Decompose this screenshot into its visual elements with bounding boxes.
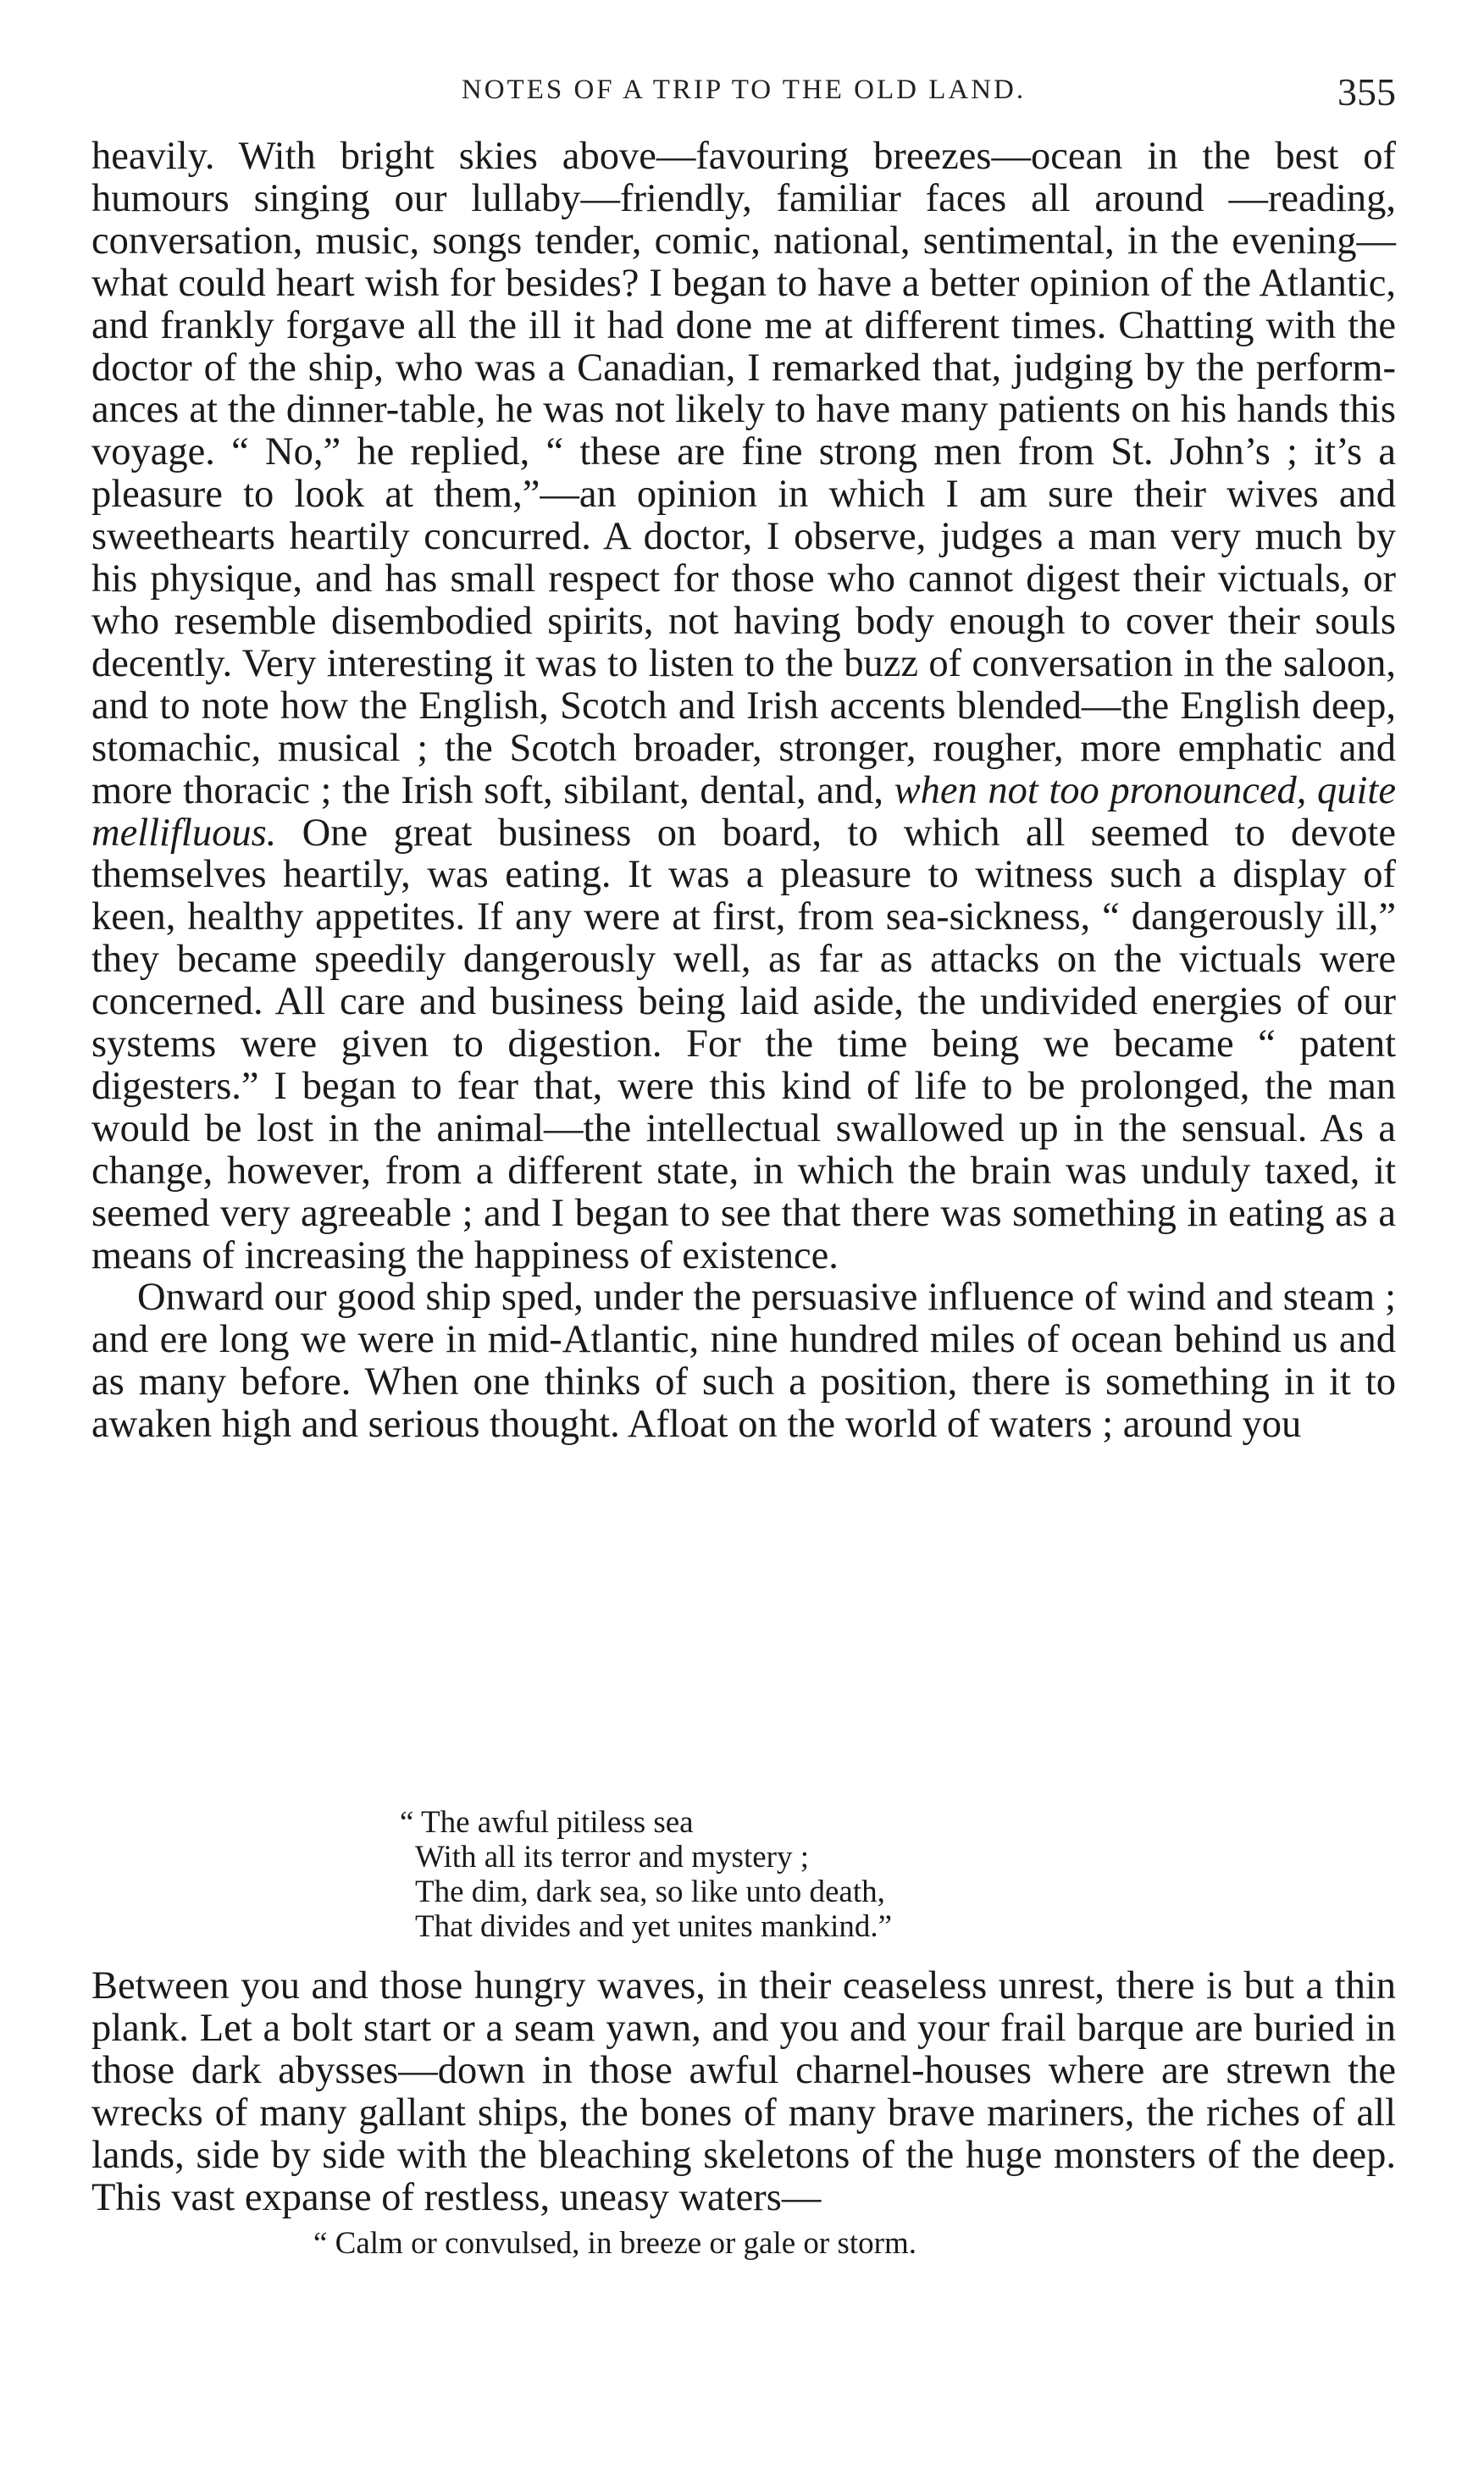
- running-head: NOTES OF A TRIP TO THE OLD LAND.: [461, 75, 1027, 105]
- paragraph-1-italic: when not too pronounced, quite mellifluous.: [91, 768, 1396, 855]
- page-number: 355: [1337, 70, 1396, 114]
- paragraph-1: [91, 136, 1396, 1277]
- verse-line: That divides and yet unites mankind.”: [415, 1909, 893, 1944]
- verse-line: “ The awful pitiless sea: [400, 1805, 694, 1840]
- verse-quote-2: “ Calm or convulsed, in breeze or gale or storm.: [313, 2226, 917, 2261]
- paragraph-2: Onward our good ship sped, under the persuasive influence of wind and steam ; and ere long we were in mid-Atlantic, nine hundred miles of ocean behind us and as many before. When one thinks of such a position, there is something in it to awaken high and serious thought. Afloat on the world of waters ; around you: [91, 1276, 1396, 1447]
- paragraph-3: Between you and those hungry waves, in their ceaseless unrest, there is but a thin plank. Let a bolt start or a seam yawn, and you and your frail barque are buried in those dark abysses—down in those awful charnel-houses where are strewn the wrecks of many gallant ships, the bones of many brave mariners, the riches of all lands, side by side with the bleaching skeletons of the huge monsters of the deep. This vast expanse of restless, uneasy waters—: [91, 1964, 1396, 2219]
- verse-line: The dim, dark sea, so like unto death,: [415, 1875, 885, 1909]
- verse-quote: [400, 1805, 893, 1944]
- main-text: [91, 136, 1396, 1446]
- verse-line: With all its terror and mystery ;: [415, 1840, 810, 1875]
- main-text-continued: [91, 1965, 1396, 2219]
- paragraph-1-text-a: heavily. With bright skies above—favouring breezes—ocean in the best of humours singing our lullaby—friendly, familiar faces all around —reading, conversation, music, songs tender, comic, national, sentimental, in the evening—what could heart wish for besides? I began to have a better opinion of the Atlantic, and frankly forgave all the ill it had done me at different times. Chatting with the doctor of the ship, who was a Canadian, I remarked that, judging by the performances at the dinner-table, he was not likely to have many patients on his hands this voyage. “ No,” he replied, “ these are fine strong men from St. John’s ; it’s a pleasure to look at them,”—an opinion in which I am sure their wives and sweethearts heartily concurred. A doctor, I observe, judges a man very much by his physique, and has small respect for those who cannot digest their victuals, or who resemble disembodied spirits, not having body enough to cover their souls decently. Very interesting it was to listen to the buzz of conversation in the saloon, and to note how the English, Scotch and Irish accents blended—the English deep, stomachic, musical ; the Scotch broader, stronger, rougher, more emphatic and more thoracic ; the Irish soft, sibilant, dental, and,: [91, 135, 1396, 812]
- page-header: [91, 69, 1396, 120]
- paragraph-1-text-b: One great business on board, to which all seemed to devote themselves heartily, was eating. It was a pleasure to witness such a display of keen, healthy appetites. If any were at first, from sea-sickness, “ dangerously ill,” they became speedily dangerously well, as far as attacks on the victuals were concerned. All care and business being laid aside, the undivided energies of our systems were given to digestion. For the time being we became “ patent digesters.” I began to fear that, were this kind of life to be prolonged, the man would be lost in the animal—the intellectual swallowed up in the sensual. As a change, however, from a different state, in which the brain was unduly taxed, it seemed very agreeable ; and I began to see that there was something in eating as a means of increasing the happiness of existence.: [91, 811, 1396, 1277]
